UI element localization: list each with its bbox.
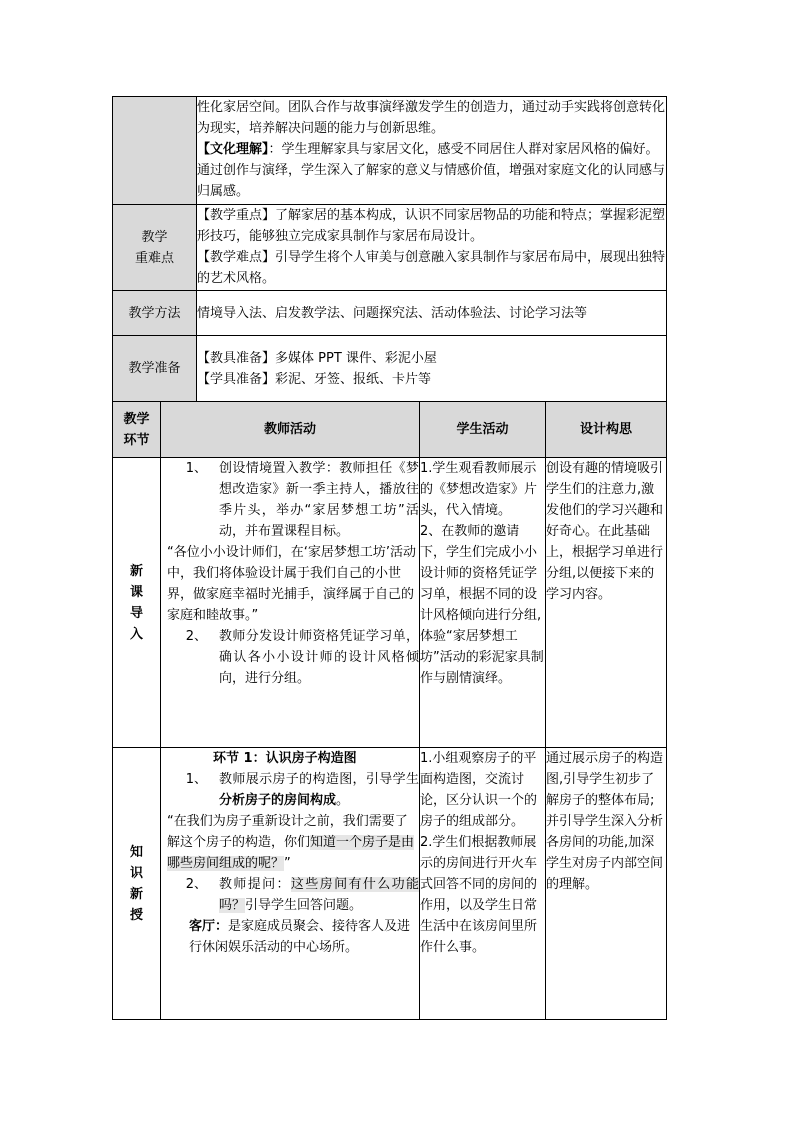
header-stage [113,402,161,458]
teacher-prep-text: 多媒体 PPT 课件、彩泥小屋 [275,350,437,366]
step-title: 环节 1：认识房子构造图 [213,751,357,766]
student-prep-text: 彩泥、牙签、报纸、卡片等 [275,371,432,387]
intro-teacher-item-1 [161,458,419,542]
methods-label: 教学方法 [113,291,197,336]
section-intro-row [113,458,667,748]
intro-design [546,458,667,748]
difficulty-tag: 【教学难点】 [197,250,276,265]
activity-header-row [113,402,667,458]
culture-understanding [197,139,666,202]
intro-char-3: 导 [129,605,143,621]
teaching-difficulty [197,247,666,289]
focus-tag: 【教学重点】 [197,208,276,223]
knowledge-student-activity [420,748,546,1020]
teacher-prep-tag: 【教具准备】 [197,350,276,366]
preparation-row [113,336,667,402]
teacher-prep [197,348,666,369]
section-new-knowledge-row [113,748,667,1020]
key-points-label [113,205,197,291]
culture-text: ：学生理解家具与家居文化，感受不同居住人群对家居风格的偏好。通过创作与演绎，学生深入了解家的意义与情感价值，增强对家庭文化的认同感与归属感。 [197,142,666,199]
item-number: 1、 [185,772,207,787]
knowledge-teacher-activity [161,748,420,1020]
preparation-content [197,336,667,402]
knowledge-char-2: 识 [129,865,143,881]
preparation-label: 教学准备 [113,336,197,402]
section-intro-label [113,458,161,748]
knowledge-student-p2: 2.学生们根据教师展示的房间进行开火车式回答不同的房间的作用，以及学生日常生活中在该房间里所作什么事。 [420,835,538,955]
header-stage-line1: 教学 [123,411,150,427]
item-text: 创设情境置入教学：教师担任《梦想改造家》新一季主持人，播放往季片头，举办“家居梦想工坊”活动，并布置课程目标。 [219,461,419,539]
intro-student-p2: 2、在教师的邀请下，学生们完成小小设计师的资格凭证学习单，根据不同的设计风格倾向进行分组,体验“家居梦想工坊”活动的彩泥家具制作与剧情演绎。 [420,524,544,686]
intro-char-1: 新 [129,563,143,579]
intro-teacher-item-2 [161,626,419,689]
knowledge-design [546,748,667,1020]
header-teacher: 教师活动 [161,402,420,458]
room-tag: 客厅： [189,919,229,934]
culture-tag: 【文化理解】 [197,142,269,157]
key-points-content [197,205,667,291]
quote-c: ” [284,856,291,871]
quote-b: 知道一个房子是由哪些房间组成的呢？ [167,835,415,871]
key-points-row [113,205,667,291]
item2-text-a: 教师提问： [219,877,291,892]
item-number: 2、 [185,629,207,644]
knowledge-char-4: 授 [129,907,143,923]
knowledge-teacher-quote [161,811,419,874]
quote-a: “在我们为房子重新设计之前，我们需要了解这个房子的构造，你们 [167,814,408,850]
intro-design-text: 创设有趣的情境吸引学生们的注意力,激发他们的学习兴趣和好奇心。在此基础上，根据学习单进行分组,以便接下来的学习内容。 [546,461,664,602]
focus-text: 了解家居的基本构成，认识不同家居物品的功能和特点；掌握彩泥塑形技巧，能够独立完成家具制作与家居布局设计。 [197,208,666,244]
objectives-row [113,97,667,205]
item1-text-c: 。 [336,793,350,808]
section-knowledge-label [113,748,161,1020]
room-text: 是家庭成员聚会、接待客人及进行休闲娱乐活动的中心场所。 [189,919,411,955]
methods-row [113,291,667,336]
student-prep-tag: 【学具准备】 [197,371,276,387]
intro-student-activity [420,458,546,748]
header-design: 设计构思 [546,402,667,458]
item-number: 1、 [185,461,207,476]
intro-char-4: 入 [129,626,143,642]
objectives-label-cell [113,97,197,205]
item2-text-c: 引导学生回答问题。 [245,898,363,913]
lesson-plan-table [112,96,667,1020]
difficulty-text: 引导学生将个人审美与创意融入家具制作与家居布局中，展现出独特的艺术风格。 [197,250,666,286]
item-number: 2、 [185,877,207,892]
item2-text-b: 这些房间有什么功能吗？ [219,877,419,913]
knowledge-teacher-item-2 [161,874,419,916]
header-student: 学生活动 [420,402,546,458]
knowledge-design-text: 通过展示房子的构造图,引导学生初步了解房子的整体布局; 并引导学生深入分析各房间的功能,加深学生对房子内部空间的理解。 [546,751,664,892]
knowledge-teacher-item-1 [161,769,419,811]
intro-char-2: 课 [129,584,143,600]
student-prep [197,369,666,390]
intro-teacher-activity [161,458,420,748]
item-text [219,874,419,916]
intro-teacher-quote: “各位小小设计师们，在‘家居梦想工坊’活动中，我们将体验设计属于我们自己的小世界，做家庭幸福时光捕手，演绎属于自己的家庭和睦故事。” [167,545,416,623]
header-stage-line2: 环节 [123,432,150,448]
objectives-text: 性化家居空间。团队合作与故事演绎激发学生的创造力，通过动手实践将创意转化为现实，培养解决问题的能力与创新思维。 [197,100,666,136]
item1-text-b: 分析房子的房间构成 [219,793,337,808]
objectives-content [197,97,667,205]
living-room-note [161,916,419,958]
knowledge-char-1: 知 [129,844,143,860]
item1-text-a: 教师展示房子的构造图，引导学生 [219,772,419,787]
knowledge-char-3: 新 [129,886,143,902]
key-points-label-line2: 重难点 [134,250,174,266]
methods-text: 情境导入法、启发教学法、问题探究法、活动体验法、讨论学习法等 [197,291,667,336]
key-points-label-line1: 教学 [141,229,168,245]
item-text: 教师分发设计师资格凭证学习单，确认各小小设计师的设计风格倾向，进行分组。 [219,629,419,686]
knowledge-student-p1: 1.小组观察房子的平面构造图，交流讨论，区分认识一个的房子的组成部分。 [420,751,538,829]
teaching-focus [197,205,666,247]
item-text [219,769,419,811]
intro-student-p1: 1.学生观看教师展示的《梦想改造家》片头，代入情境。 [420,461,538,518]
